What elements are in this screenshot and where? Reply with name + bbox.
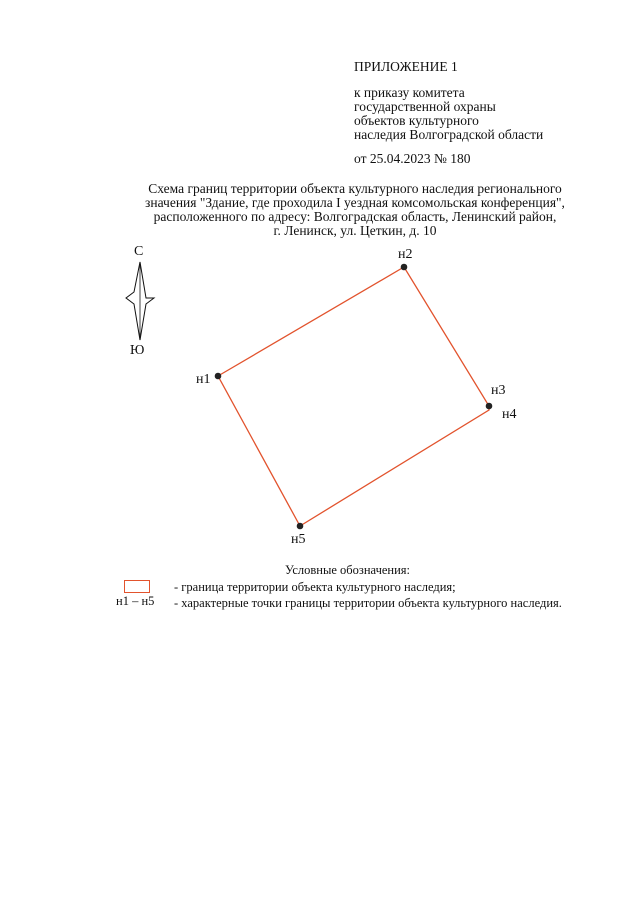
legend-boundary-text: - граница территории объекта культурного наследия; bbox=[174, 580, 456, 594]
compass-icon bbox=[126, 244, 154, 358]
legend-points-label: н1 – н5 bbox=[116, 594, 155, 608]
legend-points-text: - характерные точки границы территории объекта культурного наследия. bbox=[174, 596, 562, 610]
compass-north-label: С bbox=[134, 244, 144, 259]
territory-boundary bbox=[218, 267, 489, 526]
boundary-point bbox=[486, 403, 493, 410]
legend-title: Условные обозначения: bbox=[285, 563, 411, 577]
scheme-title-line: расположенного по адресу: Волгоградская область, Ленинский район, bbox=[153, 209, 557, 224]
appendix-date: от 25.04.2023 № 180 bbox=[354, 151, 471, 166]
appendix-line: государственной охраны bbox=[354, 99, 496, 114]
legend-boundary-swatch bbox=[124, 580, 150, 593]
point-label-n1: н1 bbox=[196, 372, 211, 387]
appendix-line: к приказу комитета bbox=[354, 85, 465, 100]
appendix-line: объектов культурного bbox=[354, 113, 479, 128]
appendix-title: ПРИЛОЖЕНИЕ 1 bbox=[354, 59, 458, 74]
scheme-title-line: Схема границ территории объекта культурного наследия регионального bbox=[148, 181, 562, 196]
boundary-point bbox=[401, 264, 408, 271]
compass-south-label: Ю bbox=[130, 343, 145, 358]
point-label-n4: н4 bbox=[502, 407, 517, 422]
appendix-line: наследия Волгоградской области bbox=[354, 127, 544, 142]
scheme-title-line: г. Ленинск, ул. Цеткин, д. 10 bbox=[273, 223, 437, 238]
boundary-point bbox=[297, 523, 304, 530]
point-label-n5: н5 bbox=[291, 532, 306, 547]
boundary-point bbox=[215, 373, 222, 380]
point-label-n2: н2 bbox=[398, 247, 413, 262]
point-label-n3: н3 bbox=[491, 383, 506, 398]
scheme-title-line: значения "Здание, где проходила I уездная комсомольская конференция", bbox=[145, 195, 565, 210]
